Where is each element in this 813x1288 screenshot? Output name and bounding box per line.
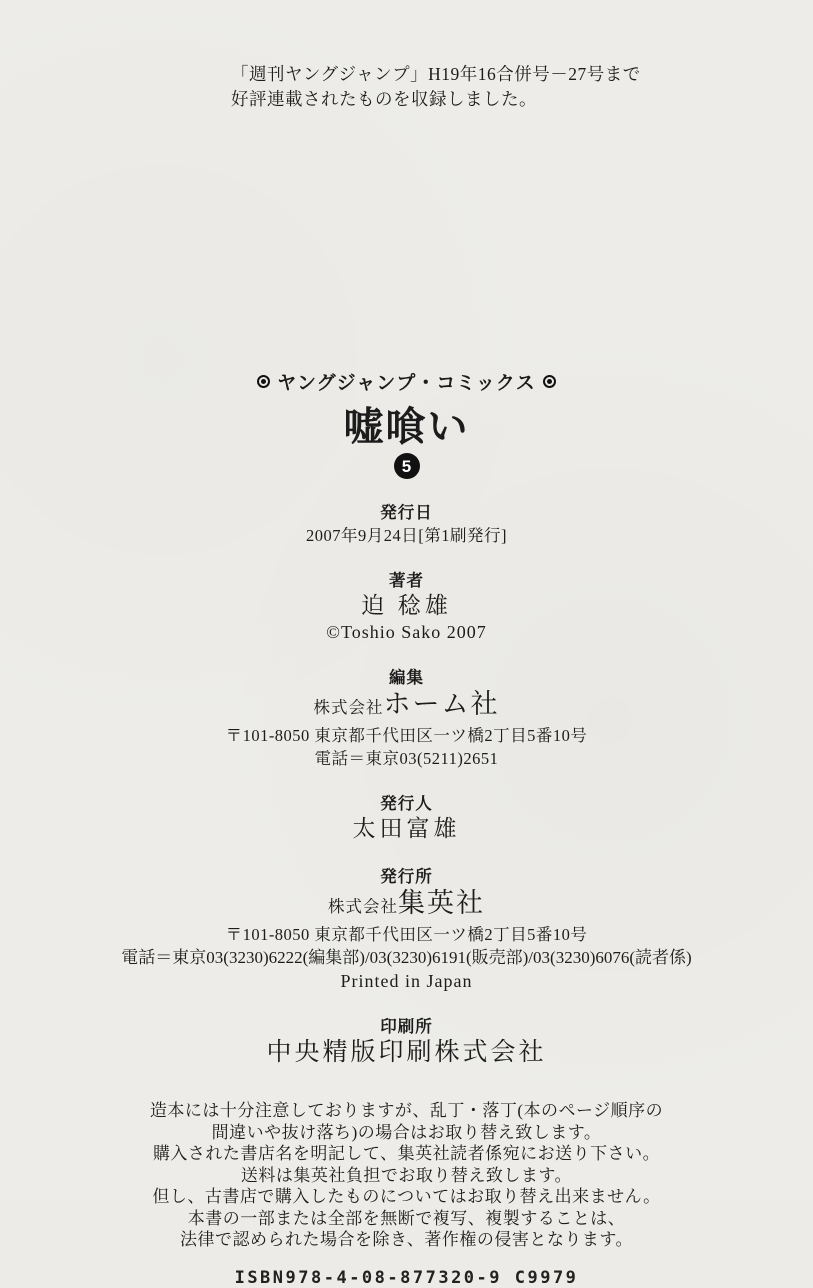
publisher-person-heading: 発行人 [380, 795, 433, 813]
author-section [0, 570, 813, 644]
publisher-person-section [0, 793, 813, 843]
printed-in-japan: Printed in Japan [340, 971, 473, 991]
editor-address: 〒101-8050 東京都千代田区一ツ橋2丁目5番10号 [225, 726, 588, 745]
publisher-heading: 発行所 [380, 868, 433, 886]
serialization-note-line2: 好評連載されたものを収録しました。 [231, 89, 537, 109]
notice-line: 送料は集英社負担でお取り替え致します。 [240, 1165, 573, 1185]
volume-number-badge: 5 [394, 453, 420, 479]
fisheye-bullet-icon [543, 375, 556, 388]
publisher-company-name: 集英社 [398, 888, 485, 918]
printer-section [0, 1016, 813, 1068]
notice-line: 但し、古書店で購入したものについてはお取り替え出来ません。 [152, 1187, 661, 1206]
notice-line: 造本には十分注意しておりますが、乱丁・落丁(本のページ順序の [149, 1101, 664, 1120]
publisher-phone: 電話＝東京03(3230)6222(編集部)/03(3230)6191(販売部)/03(3230)6076(読者係) [121, 948, 692, 967]
publisher-company-prefix: 株式会社 [328, 897, 398, 916]
notice-line: 間違いや抜け落ち)の場合はお取り替え致します。 [211, 1122, 602, 1142]
editor-company-prefix: 株式会社 [313, 698, 384, 717]
editor-company [0, 689, 813, 724]
book-title: 嘘喰い [343, 405, 470, 449]
publisher-section [0, 866, 813, 993]
editor-heading: 編集 [389, 669, 424, 687]
publish-date-section [0, 502, 813, 547]
volume-badge-row [0, 453, 813, 479]
printer-heading: 印刷所 [380, 1018, 433, 1036]
serialization-note-line1: 「週刊ヤングジャンプ」H19年16合併号－27号まで [231, 64, 641, 84]
printer-name: 中央精版印刷株式会社 [266, 1039, 547, 1066]
publisher-address: 〒101-8050 東京都千代田区一ツ橋2丁目5番10号 [225, 925, 588, 944]
editor-company-name: ホーム社 [383, 689, 500, 719]
fisheye-bullet-icon [257, 375, 270, 388]
binding-notice [0, 1100, 813, 1251]
publish-date-heading: 発行日 [380, 504, 433, 522]
copyright-line: ©Toshio Sako 2007 [326, 622, 487, 642]
publisher-company [0, 888, 813, 923]
series-label-row [0, 368, 813, 395]
series-label: ヤングジャンプ・コミックス [277, 373, 536, 394]
serialization-note [231, 62, 641, 112]
editor-section [0, 667, 813, 770]
notice-line: 本書の一部または全部を無断で複写、複製することは、 [187, 1208, 626, 1228]
notice-line: 法律で認められた場合を除き、著作権の侵害となります。 [180, 1230, 633, 1249]
publisher-person-name: 太田富雄 [352, 816, 461, 841]
publish-date-value: 2007年9月24日[第1刷発行] [306, 526, 507, 545]
author-heading: 著者 [389, 572, 424, 590]
author-name: 迫 稔雄 [361, 593, 452, 618]
notice-line: 購入された書店名を明記して、集英社読者係宛にお送り下さい。 [152, 1144, 661, 1163]
isbn-code: ISBN978-4-08-877320-9 C9979 [234, 1267, 579, 1288]
editor-phone: 電話＝東京03(5211)2651 [314, 749, 499, 768]
